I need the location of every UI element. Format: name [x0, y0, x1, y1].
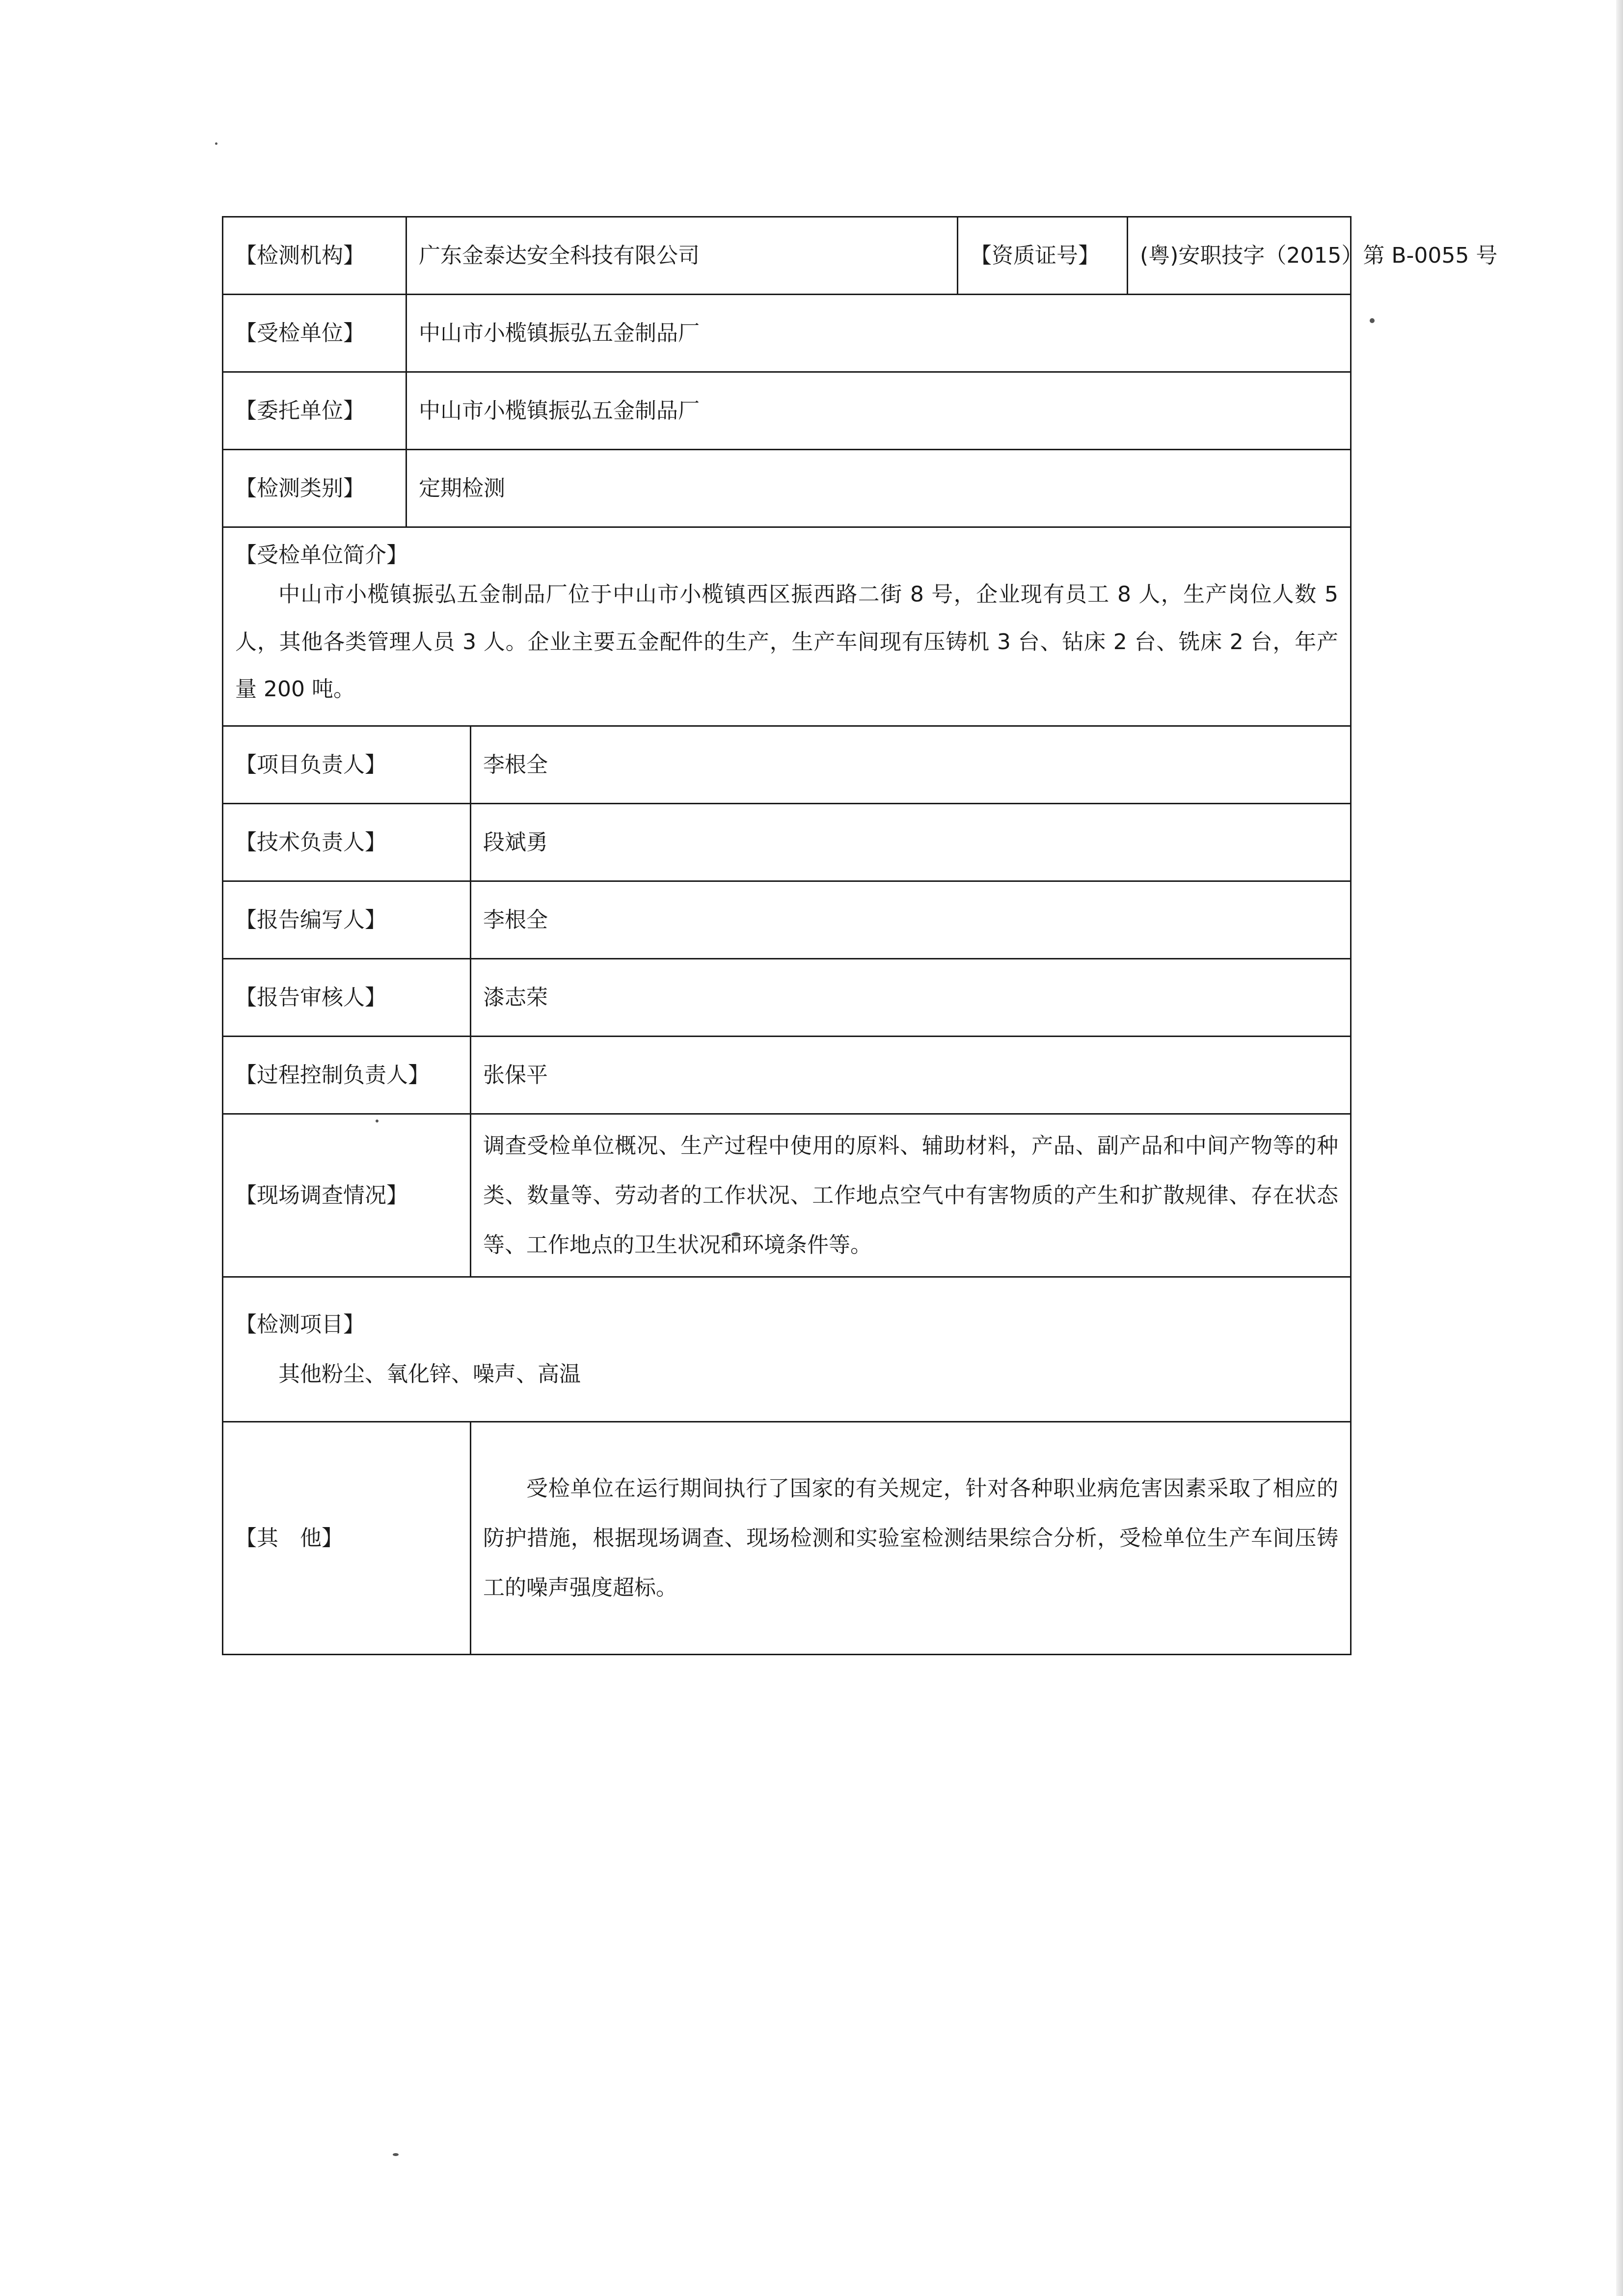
agency-value: 广东金泰达安全科技有限公司	[406, 217, 958, 295]
site-survey-cell	[471, 1114, 1351, 1277]
test-items-row	[223, 1277, 1351, 1422]
inspection-type-label: 【检测类别】	[223, 450, 406, 527]
inspection-type-value: 定期检测	[406, 450, 1351, 527]
personnel-row	[223, 726, 1351, 804]
personnel-row	[223, 804, 1351, 881]
unit-intro-row	[223, 527, 1351, 726]
inspected-unit-row	[223, 295, 1351, 372]
report-reviewer-value: 漆志荣	[471, 959, 1351, 1037]
project-lead-value: 李根全	[471, 726, 1351, 804]
client-unit-row	[223, 372, 1351, 450]
inspection-summary-table	[222, 216, 1498, 1655]
other-cell	[471, 1422, 1351, 1655]
scan-speck	[393, 2153, 399, 2156]
process-control-label: 【过程控制负责人】	[223, 1037, 471, 1114]
site-survey-row	[223, 1114, 1351, 1277]
inspected-unit-label: 【受检单位】	[223, 295, 406, 372]
cert-value: (粤)安职技字（2015）第 B-0055 号	[1128, 217, 1351, 295]
project-lead-label: 【项目负责人】	[223, 726, 471, 804]
agency-label: 【检测机构】	[223, 217, 406, 295]
other-row	[223, 1422, 1351, 1655]
personnel-row	[223, 1037, 1351, 1114]
report-writer-label: 【报告编写人】	[223, 881, 471, 959]
personnel-row	[223, 881, 1351, 959]
tech-lead-label: 【技术负责人】	[223, 804, 471, 881]
test-items-cell	[223, 1277, 1351, 1422]
test-items-text: 其他粉尘、氧化锌、噪声、高温	[278, 1362, 581, 1387]
site-survey-text: 调查受检单位概况、生产过程中使用的原料、辅助材料，产品、副产品和中间产物等的种类、数量等、劳动者的工作状况、工作地点空气中有害物质的产生和扩散规律、存在状态等、工作地点的卫生状况和环境条件等。	[483, 1133, 1339, 1258]
report-reviewer-label: 【报告审核人】	[223, 959, 471, 1037]
unit-intro-text: 中山市小榄镇振弘五金制品厂位于中山市小榄镇西区振西路二街 8 号，企业现有员工 8 人，生产岗位人数 5 人，其他各类管理人员 3 人。企业主要五金配件的生产，生产车间现有压铸机 3 台、钻床 2 台、铣床 2 台，年产量 200 吨。	[235, 581, 1339, 702]
report-writer-value: 李根全	[471, 881, 1351, 959]
cert-label: 【资质证号】	[958, 217, 1128, 295]
client-unit-label: 【委托单位】	[223, 372, 406, 450]
tech-lead-value: 段斌勇	[471, 804, 1351, 881]
scanned-page-edge	[1616, 0, 1623, 2296]
unit-intro-cell	[223, 527, 1351, 726]
inspection-type-row	[223, 450, 1351, 527]
other-text: 受检单位在运行期间执行了国家的有关规定，针对各种职业病危害因素采取了相应的防护措施，根据现场调查、现场检测和实验室检测结果综合分析，受检单位生产车间压铸工的噪声强度超标。	[483, 1476, 1339, 1601]
test-items-label: 【检测项目】	[235, 1312, 365, 1338]
agency-row	[223, 217, 1351, 295]
scan-speck	[1370, 318, 1375, 323]
personnel-row	[223, 959, 1351, 1037]
scan-speck	[215, 142, 217, 145]
process-control-value: 张保平	[471, 1037, 1351, 1114]
unit-intro-label: 【受检单位简介】	[235, 542, 408, 568]
inspected-unit-value: 中山市小榄镇振弘五金制品厂	[406, 295, 1351, 372]
client-unit-value: 中山市小榄镇振弘五金制品厂	[406, 372, 1351, 450]
other-label: 【其 他】	[223, 1422, 471, 1655]
site-survey-label: 【现场调查情况】	[223, 1114, 471, 1277]
